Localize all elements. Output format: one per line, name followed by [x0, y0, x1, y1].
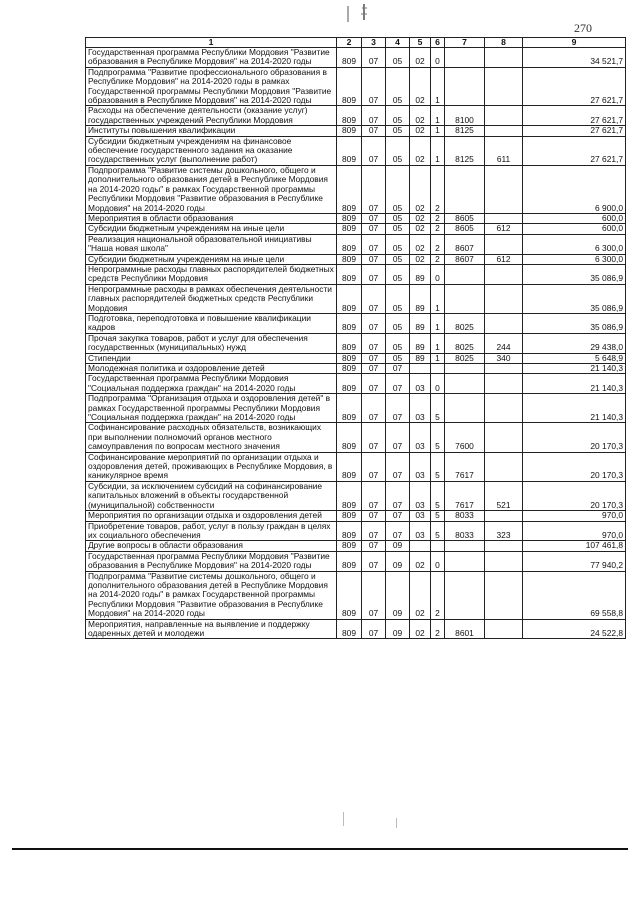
code-program: 02 [410, 224, 431, 234]
code-subprogram: 0 [431, 48, 445, 68]
row-amount: 27 621,7 [523, 126, 626, 136]
code-program: 02 [410, 136, 431, 165]
code-article [445, 541, 485, 551]
code-section: 07 [362, 551, 386, 571]
code-expense-type [485, 313, 523, 333]
table-row [86, 452, 626, 481]
table-row [86, 48, 626, 68]
code-program: 89 [410, 284, 431, 313]
code-program: 02 [410, 106, 431, 126]
row-name: Другие вопросы в области образования [86, 541, 337, 551]
row-amount: 21 140,3 [523, 374, 626, 394]
code-subsection: 05 [386, 254, 410, 264]
code-section: 07 [362, 423, 386, 452]
code-subsection: 09 [386, 619, 410, 639]
code-section: 07 [362, 213, 386, 223]
row-name: Непрограммные расходы в рамках обеспечения деятельности главных распорядителей бюджетных средств Республики Мордовия [86, 284, 337, 313]
row-amount: 970,0 [523, 521, 626, 541]
code-subsection: 07 [386, 521, 410, 541]
column-header: 8 [485, 38, 523, 48]
code-section: 07 [362, 224, 386, 234]
table-row [86, 353, 626, 363]
row-amount: 24 522,8 [523, 619, 626, 639]
table-row [86, 394, 626, 423]
row-amount: 21 140,3 [523, 364, 626, 374]
code-admin: 809 [337, 481, 362, 510]
code-admin: 809 [337, 521, 362, 541]
table-row [86, 106, 626, 126]
code-subsection: 05 [386, 313, 410, 333]
code-article: 7600 [445, 423, 485, 452]
scan-artifact [396, 818, 397, 828]
table-row [86, 374, 626, 394]
code-subsection: 05 [386, 234, 410, 254]
code-section: 07 [362, 541, 386, 551]
code-admin: 809 [337, 571, 362, 619]
code-admin: 809 [337, 254, 362, 264]
code-subprogram: 1 [431, 313, 445, 333]
code-program: 02 [410, 48, 431, 68]
row-name: Субсидии бюджетным учреждениям на иные цели [86, 254, 337, 264]
code-article: 8605 [445, 213, 485, 223]
code-expense-type [485, 571, 523, 619]
row-name: Субсидии бюджетным учреждениям на финансовое обеспечение государственного задания на оказание государственных услуг (выполнение работ) [86, 136, 337, 165]
code-program: 89 [410, 333, 431, 353]
code-expense-type: 611 [485, 136, 523, 165]
code-subprogram: 0 [431, 264, 445, 284]
code-subsection: 09 [386, 551, 410, 571]
table-row [86, 364, 626, 374]
code-subsection: 07 [386, 511, 410, 521]
budget-table [85, 37, 626, 639]
code-expense-type [485, 106, 523, 126]
table-row [86, 481, 626, 510]
code-admin: 809 [337, 364, 362, 374]
row-name: Подпрограмма "Развитие системы дошкольного, общего и дополнительного образования детей в Республике Мордовия на 2014-2020 годы" в рамках Государственной программы Республики Мордовия "Развитие образования в Республике Мордовия" на 2014-2020 годы [86, 571, 337, 619]
row-name: Государственная программа Республики Мордовия "Развитие образования в Республике Мордовия" на 2014-2020 годы [86, 551, 337, 571]
code-subprogram: 0 [431, 551, 445, 571]
row-amount: 77 940,2 [523, 551, 626, 571]
code-expense-type [485, 165, 523, 213]
code-expense-type [485, 511, 523, 521]
column-header: 1 [86, 38, 337, 48]
code-subsection: 05 [386, 136, 410, 165]
code-article: 8125 [445, 136, 485, 165]
code-article [445, 551, 485, 571]
table-row [86, 224, 626, 234]
row-name: Подпрограмма "Развитие системы дошкольного, общего и дополнительного образования детей в Республике Мордовия на 2014-2020 годы" в рамках Государственной программы Республики Мордовия "Развитие образования в Республике Мордовия" на 2014-2020 годы [86, 165, 337, 213]
code-program: 03 [410, 481, 431, 510]
code-article: 7617 [445, 452, 485, 481]
column-header: 3 [362, 38, 386, 48]
code-program: 03 [410, 511, 431, 521]
row-amount: 34 521,7 [523, 48, 626, 68]
table-row [86, 313, 626, 333]
table-row [86, 213, 626, 223]
code-expense-type: 340 [485, 353, 523, 363]
code-section: 07 [362, 374, 386, 394]
row-name: Государственная программа Республики Мордовия "Развитие образования в Республике Мордовия" на 2014-2020 годы [86, 48, 337, 68]
code-subsection: 05 [386, 213, 410, 223]
row-name: Прочая закупка товаров, работ и услуг для обеспечения государственных (муниципальных) нужд [86, 333, 337, 353]
code-admin: 809 [337, 423, 362, 452]
row-name: Субсидии бюджетным учреждениям на иные цели [86, 224, 337, 234]
code-subprogram: 1 [431, 353, 445, 363]
code-subsection: 05 [386, 165, 410, 213]
code-article: 8100 [445, 106, 485, 126]
table-row [86, 423, 626, 452]
row-name: Расходы на обеспечение деятельности (оказание услуг) государственных учреждений Республики Мордовия [86, 106, 337, 126]
code-admin: 809 [337, 394, 362, 423]
code-expense-type [485, 423, 523, 452]
code-expense-type [485, 234, 523, 254]
column-header: 6 [431, 38, 445, 48]
row-amount: 107 461,8 [523, 541, 626, 551]
code-program [410, 541, 431, 551]
row-name: Софинансирование расходных обязательств, возникающих при выполнении полномочий органов местного самоуправления по вопросам местного значения [86, 423, 337, 452]
code-expense-type [485, 619, 523, 639]
code-program: 03 [410, 394, 431, 423]
scan-artifact [343, 812, 344, 826]
row-name: Молодежная политика и оздоровление детей [86, 364, 337, 374]
row-name: Подпрограмма "Организация отдыха и оздоровления детей" в рамках Государственной программы Республики Мордовия "Социальная поддержка граждан" на 2014-2020 годы [86, 394, 337, 423]
row-name: Стипендии [86, 353, 337, 363]
code-article: 8025 [445, 313, 485, 333]
table-header-row [86, 38, 626, 48]
code-program: 02 [410, 254, 431, 264]
code-article: 8605 [445, 224, 485, 234]
row-amount: 600,0 [523, 224, 626, 234]
code-expense-type [485, 452, 523, 481]
code-program: 89 [410, 313, 431, 333]
code-admin: 809 [337, 313, 362, 333]
code-article: 8125 [445, 126, 485, 136]
code-subprogram: 2 [431, 254, 445, 264]
code-subsection: 05 [386, 224, 410, 234]
code-program: 02 [410, 67, 431, 106]
code-admin: 809 [337, 234, 362, 254]
code-article [445, 165, 485, 213]
code-admin: 809 [337, 284, 362, 313]
code-section: 07 [362, 254, 386, 264]
code-subprogram: 5 [431, 394, 445, 423]
row-amount: 6 300,0 [523, 234, 626, 254]
code-article [445, 571, 485, 619]
row-amount: 35 086,9 [523, 313, 626, 333]
code-expense-type [485, 213, 523, 223]
code-section: 07 [362, 106, 386, 126]
row-amount: 27 621,7 [523, 67, 626, 106]
code-article [445, 374, 485, 394]
code-program: 02 [410, 126, 431, 136]
binding-clip-mark [340, 4, 400, 22]
code-subprogram: 1 [431, 67, 445, 106]
row-name: Приобретение товаров, работ, услуг в пользу граждан в целях их социального обеспечения [86, 521, 337, 541]
table-row [86, 521, 626, 541]
code-section: 07 [362, 48, 386, 68]
code-expense-type [485, 284, 523, 313]
row-amount: 5 648,9 [523, 353, 626, 363]
code-subprogram: 1 [431, 126, 445, 136]
code-subsection: 05 [386, 126, 410, 136]
table-row [86, 67, 626, 106]
row-amount: 6 300,0 [523, 254, 626, 264]
code-article: 8033 [445, 521, 485, 541]
code-program: 89 [410, 353, 431, 363]
row-amount: 20 170,3 [523, 481, 626, 510]
table-row [86, 234, 626, 254]
code-subsection: 05 [386, 264, 410, 284]
code-expense-type: 612 [485, 224, 523, 234]
code-subsection: 05 [386, 106, 410, 126]
code-section: 07 [362, 234, 386, 254]
code-admin: 809 [337, 126, 362, 136]
row-name: Институты повышения квалификации [86, 126, 337, 136]
table-row [86, 551, 626, 571]
code-subsection: 09 [386, 571, 410, 619]
code-section: 07 [362, 481, 386, 510]
code-subsection: 09 [386, 541, 410, 551]
code-admin: 809 [337, 619, 362, 639]
code-subsection: 05 [386, 353, 410, 363]
code-admin: 809 [337, 264, 362, 284]
code-subprogram: 1 [431, 136, 445, 165]
code-article: 8607 [445, 234, 485, 254]
code-admin: 809 [337, 165, 362, 213]
code-expense-type [485, 374, 523, 394]
code-article [445, 48, 485, 68]
row-name: Непрограммные расходы главных распорядителей бюджетных средств Республики Мордовия [86, 264, 337, 284]
code-subprogram: 2 [431, 213, 445, 223]
code-expense-type [485, 364, 523, 374]
code-expense-type: 323 [485, 521, 523, 541]
row-amount: 35 086,9 [523, 264, 626, 284]
code-program: 02 [410, 619, 431, 639]
row-name: Государственная программа Республики Мордовия "Социальная поддержка граждан" на 2014-2020 годы [86, 374, 337, 394]
row-name: Мероприятия по организации отдыха и оздоровления детей [86, 511, 337, 521]
code-admin: 809 [337, 333, 362, 353]
table-row [86, 165, 626, 213]
code-section: 07 [362, 353, 386, 363]
code-expense-type: 244 [485, 333, 523, 353]
code-admin: 809 [337, 353, 362, 363]
code-expense-type [485, 67, 523, 106]
row-name: Софинансирование мероприятий по организации отдыха и оздоровления детей, проживающих в Республике Мордовия, в каникулярное время [86, 452, 337, 481]
code-admin: 809 [337, 224, 362, 234]
code-subprogram: 5 [431, 452, 445, 481]
code-article [445, 394, 485, 423]
table-row [86, 619, 626, 639]
code-program: 02 [410, 234, 431, 254]
code-article: 8025 [445, 353, 485, 363]
row-name: Реализация национальной образовательной инициативы "Наша новая школа" [86, 234, 337, 254]
code-expense-type: 612 [485, 254, 523, 264]
code-subprogram: 5 [431, 511, 445, 521]
code-subprogram: 5 [431, 423, 445, 452]
code-program: 03 [410, 521, 431, 541]
code-article: 8601 [445, 619, 485, 639]
column-header: 7 [445, 38, 485, 48]
row-amount: 6 900,0 [523, 165, 626, 213]
code-program: 02 [410, 165, 431, 213]
code-section: 07 [362, 394, 386, 423]
code-subprogram: 2 [431, 165, 445, 213]
code-article: 8033 [445, 511, 485, 521]
code-subsection: 07 [386, 394, 410, 423]
code-admin: 809 [337, 136, 362, 165]
row-amount: 27 621,7 [523, 136, 626, 165]
code-section: 07 [362, 364, 386, 374]
column-header: 5 [410, 38, 431, 48]
code-subprogram: 1 [431, 284, 445, 313]
code-program [410, 364, 431, 374]
code-section: 07 [362, 521, 386, 541]
table-row [86, 136, 626, 165]
code-subprogram [431, 364, 445, 374]
table-row [86, 541, 626, 551]
row-amount: 29 438,0 [523, 333, 626, 353]
code-article [445, 364, 485, 374]
code-section: 07 [362, 511, 386, 521]
code-article [445, 67, 485, 106]
code-program: 03 [410, 452, 431, 481]
page-bottom-rule [12, 848, 628, 850]
code-article [445, 284, 485, 313]
code-expense-type [485, 541, 523, 551]
code-section: 07 [362, 126, 386, 136]
column-header: 4 [386, 38, 410, 48]
code-section: 07 [362, 313, 386, 333]
row-amount: 69 558,8 [523, 571, 626, 619]
row-amount: 600,0 [523, 213, 626, 223]
table-row [86, 254, 626, 264]
table-row [86, 264, 626, 284]
table-row [86, 284, 626, 313]
row-name: Субсидии, за исключением субсидий на софинансирование капитальных вложений в объекты государственной (муниципальной) собственности [86, 481, 337, 510]
code-subprogram: 2 [431, 619, 445, 639]
code-program: 03 [410, 423, 431, 452]
code-subsection: 07 [386, 481, 410, 510]
code-article: 8607 [445, 254, 485, 264]
code-subsection: 07 [386, 452, 410, 481]
code-program: 02 [410, 213, 431, 223]
code-subprogram: 2 [431, 571, 445, 619]
code-subprogram: 1 [431, 333, 445, 353]
code-subsection: 07 [386, 423, 410, 452]
code-section: 07 [362, 67, 386, 106]
code-expense-type [485, 48, 523, 68]
code-subprogram: 5 [431, 521, 445, 541]
code-section: 07 [362, 452, 386, 481]
page-number: 270 [574, 21, 592, 35]
code-subsection: 05 [386, 284, 410, 313]
code-subprogram: 1 [431, 106, 445, 126]
code-section: 07 [362, 619, 386, 639]
code-program: 02 [410, 551, 431, 571]
code-subsection: 05 [386, 48, 410, 68]
code-section: 07 [362, 333, 386, 353]
row-amount: 20 170,3 [523, 423, 626, 452]
code-subprogram: 2 [431, 234, 445, 254]
row-amount: 21 140,3 [523, 394, 626, 423]
column-header: 9 [523, 38, 626, 48]
code-admin: 809 [337, 551, 362, 571]
row-amount: 27 621,7 [523, 106, 626, 126]
code-program: 89 [410, 264, 431, 284]
code-expense-type [485, 551, 523, 571]
code-subsection: 05 [386, 67, 410, 106]
code-program: 02 [410, 571, 431, 619]
code-admin: 809 [337, 452, 362, 481]
code-subprogram: 0 [431, 374, 445, 394]
code-article: 7617 [445, 481, 485, 510]
table-row [86, 571, 626, 619]
code-admin: 809 [337, 511, 362, 521]
code-admin: 809 [337, 106, 362, 126]
table-row [86, 511, 626, 521]
code-section: 07 [362, 136, 386, 165]
code-section: 07 [362, 284, 386, 313]
column-header: 2 [337, 38, 362, 48]
row-name: Мероприятия, направленные на выявление и поддержку одаренных детей и молодежи [86, 619, 337, 639]
table-row [86, 333, 626, 353]
code-section: 07 [362, 571, 386, 619]
code-program: 03 [410, 374, 431, 394]
code-admin: 809 [337, 213, 362, 223]
code-subsection: 05 [386, 333, 410, 353]
code-subprogram [431, 541, 445, 551]
code-admin: 809 [337, 48, 362, 68]
code-admin: 809 [337, 67, 362, 106]
row-amount: 35 086,9 [523, 284, 626, 313]
table-row [86, 126, 626, 136]
code-expense-type: 521 [485, 481, 523, 510]
row-amount: 20 170,3 [523, 452, 626, 481]
code-expense-type [485, 394, 523, 423]
code-subprogram: 2 [431, 224, 445, 234]
code-subsection: 07 [386, 374, 410, 394]
code-article: 8025 [445, 333, 485, 353]
code-section: 07 [362, 264, 386, 284]
code-article [445, 264, 485, 284]
row-name: Подготовка, переподготовка и повышение квалификации кадров [86, 313, 337, 333]
code-expense-type [485, 264, 523, 284]
code-section: 07 [362, 165, 386, 213]
code-subprogram: 5 [431, 481, 445, 510]
code-expense-type [485, 126, 523, 136]
code-subsection: 07 [386, 364, 410, 374]
code-admin: 809 [337, 374, 362, 394]
row-name: Подпрограмма "Развитие профессионального образования в Республике Мордовия" на 2014-2020 годы в рамках Государственной программы Республики Мордовия "Развитие образования в Республике Мордовия" на 2014-2020 годы [86, 67, 337, 106]
code-admin: 809 [337, 541, 362, 551]
row-name: Мероприятия в области образования [86, 213, 337, 223]
row-amount: 970,0 [523, 511, 626, 521]
